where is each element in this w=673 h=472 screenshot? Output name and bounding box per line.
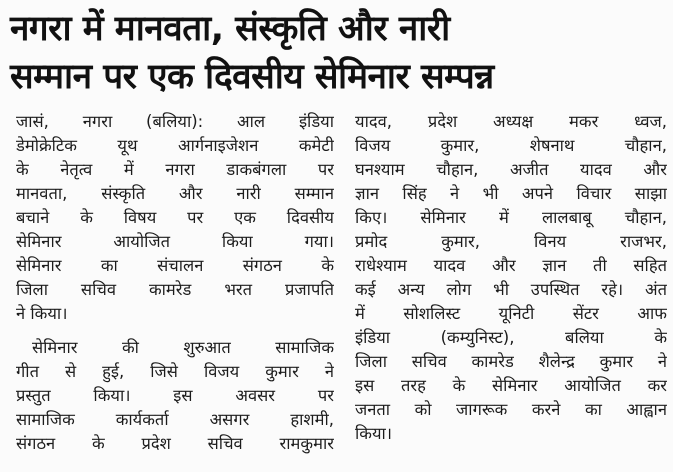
article-line: किए। सेमिनार में लालबाबू चौहान,	[355, 208, 667, 227]
article-line: गीत से हुई, जिसे विजय कुमार ने	[16, 362, 334, 381]
article-line: इंडिया (कम्युनिस्ट), बलिया के	[355, 328, 667, 347]
article-line: जिला सचिव कामरेड शैलेन्द्र कुमार ने	[355, 352, 667, 371]
article-line: बचाने के विषय पर एक दिवसीय	[16, 208, 334, 227]
article-line: विजय कुमार, शेषनाथ चौहान,	[355, 136, 667, 155]
article-line: में सोशलिस्ट यूनिटी सेंटर आफ	[355, 304, 667, 323]
article-line: यादव, प्रदेश अध्यक्ष मकर ध्वज,	[355, 112, 667, 131]
article-line: सेमिनार आयोजित किया गया।	[16, 232, 334, 251]
article-line: संगठन के प्रदेश सचिव रामकुमार	[16, 434, 334, 453]
article-line: किया।	[355, 424, 393, 443]
article-line: ने किया।	[16, 304, 68, 323]
article-line: प्रमोद कुमार, विनय राजभर,	[355, 232, 667, 251]
article-line: डेमोक्रेटिक यूथ आर्गनाइजेशन कमेटी	[16, 136, 334, 155]
article-line: के नेतृत्व में नगरा डाकबंगला पर	[16, 160, 334, 179]
article-column-right	[355, 110, 667, 446]
article-line: राधेश्याम यादव और ज्ञान ती सहित	[355, 256, 667, 275]
article-line: घनश्याम चौहान, अजीत यादव और	[355, 160, 667, 179]
article-line: जिला सचिव कामरेड भरत प्रजापति	[16, 280, 334, 299]
headline-line-2: सम्मान पर एक दिवसीय सेमिनार सम्पन्न	[10, 57, 494, 97]
article-line: जनता को जागरूक करने का आह्वान	[355, 400, 667, 419]
article-line: कई अन्य लोग भी उपस्थित रहे। अंत	[355, 280, 667, 299]
article-line: मानवता, संस्कृति और नारी सम्मान	[16, 184, 334, 203]
article-line: जासं, नगरा (बलिया): आल इंडिया	[16, 112, 334, 131]
article-line: ज्ञान सिंह ने भी अपने विचार साझा	[355, 184, 667, 203]
article-column-left	[16, 110, 334, 456]
article-line: सेमिनार की शुरुआत सामाजिक	[32, 338, 334, 357]
article-line: प्रस्तुत किया। इस अवसर पर	[16, 386, 334, 405]
article-line: इस तरह के सेमिनार आयोजित कर	[355, 376, 667, 395]
headline-line-1: नगरा में मानवता, संस्कृति और नारी	[10, 9, 450, 49]
article-line: सेमिनार का संचालन संगठन के	[16, 256, 334, 275]
article-line: सामाजिक कार्यकर्ता असगर हाशमी,	[16, 410, 334, 429]
